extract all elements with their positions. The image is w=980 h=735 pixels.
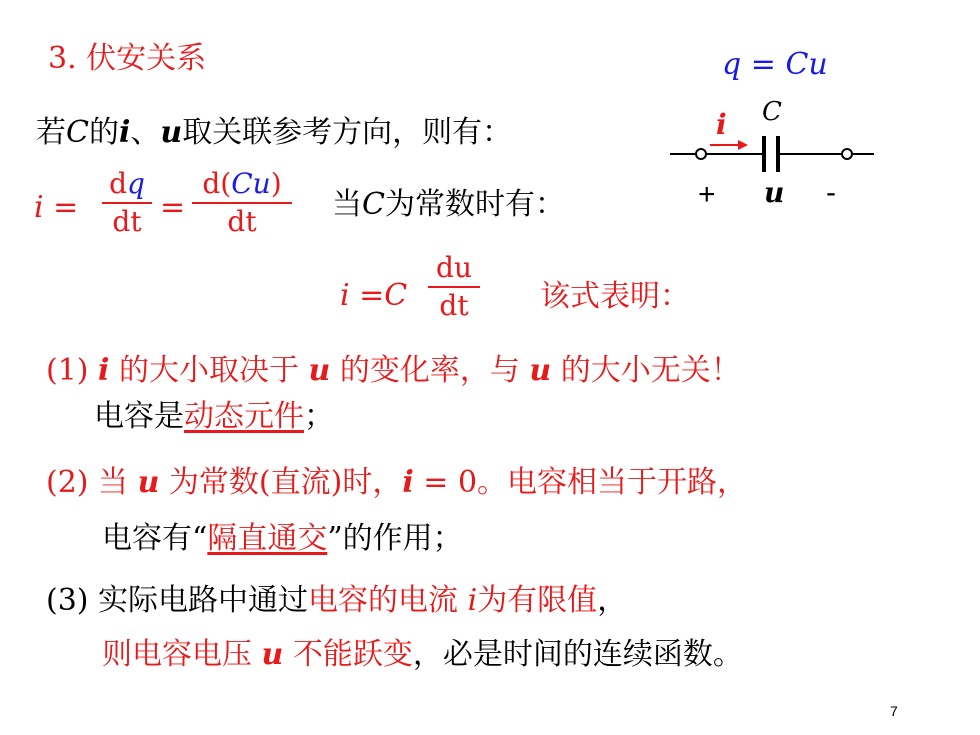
p3-num: (3) 实际电路中通过 [46,583,309,618]
p2-a: 为常数(直流)时， [159,465,403,500]
intro-i: i [118,115,131,150]
eq1-fraction-1 [102,167,152,238]
point-2-sub [102,521,463,556]
p3-i: i [467,583,478,618]
current-label: i [716,108,727,141]
eq1-f1-den: dt [112,205,142,238]
intro-pre: 若 [36,115,66,150]
eq1-equals-2: = [160,190,186,225]
eq2-den: dt [439,289,469,322]
p2b-pre: 电容有“ [102,521,208,556]
eq-equals: = [741,47,786,82]
point-2 [46,465,748,500]
point-3 [46,583,628,618]
p1b-post: ； [304,399,334,434]
plus-sign: + [698,178,716,211]
p2-u: u [137,465,160,500]
terminal-left [696,149,706,159]
slide-heading: 3. 伏安关系 [48,41,207,76]
p1-num: (1) [46,353,99,388]
p3b-post: ，必是时间的连续函数。 [412,637,743,672]
capacitor-label: C [762,97,782,127]
eq2-fraction [428,251,480,322]
p2b-post: ”的作用； [327,521,463,556]
p3-red: 电容的电流 [308,583,468,618]
p1-i: i [98,353,110,388]
when-c: C [362,187,385,222]
p1-c: 的大小无关！ [551,353,741,388]
eq2-c: C [384,278,408,313]
p3b-red: 则电容电压 [102,637,262,672]
p3b-red2: 不能跃变 [283,637,413,672]
block-dc-pass-ac-term: 隔直通交 [207,521,328,556]
intro-c: C [66,115,89,150]
eq1-f2-den: dt [227,205,257,238]
eq2-equals: = [349,278,385,313]
p3-red2: 为有限值 [477,583,598,618]
charge-equation [722,47,828,82]
voltage-label: u [764,176,785,209]
eq1-f2-cu: Cu [231,167,271,200]
eq1-fraction-2 [192,167,292,238]
p1b-pre: 电容是 [94,399,184,434]
current-arrow-head [738,140,748,150]
point-3-sub [102,637,743,672]
p2-num: (2) 当 [46,465,138,500]
p3-post: ， [597,583,628,618]
p1-a: 的大小取决于 [109,353,309,388]
page-number: 7 [890,703,898,719]
p1-u2: u [529,353,552,388]
eq2-num: du [436,251,472,284]
eq1-lhs [34,190,79,225]
eq-u: u [808,47,828,82]
p1-u1: u [308,353,331,388]
p2-i: i [402,465,414,500]
eq-c: C [785,47,809,82]
eq1-f1-d: d [109,167,127,200]
minus-sign: - [826,176,836,209]
eq2-i: i [340,278,350,313]
intro-mid: 的 [88,115,119,150]
intro-u: u [160,115,183,150]
eq2-lhs [340,278,408,313]
eq-q: q [722,47,742,82]
point-1-sub [94,399,334,434]
when-pre: 当 [332,187,362,222]
p1-b: 的变化率，与 [330,353,530,388]
terminal-right [842,149,852,159]
intro-post: 取关联参考方向，则有： [182,115,513,150]
point-1 [46,353,741,388]
p3b-u: u [261,637,284,672]
when-post: 为常数时有： [384,187,565,222]
p2-b: = 0。电容相当于开路， [413,465,748,500]
shows-label: 该式表明： [540,279,690,314]
eq1-f2-post: ) [270,167,282,200]
eq1-f2-pre: d( [202,167,232,200]
eq1-i: i [34,190,44,225]
when-const-line [332,187,565,222]
intro-line [36,115,513,150]
capacitor-circuit [660,92,890,212]
dynamic-element-term: 动态元件 [184,399,304,434]
eq1-equals: = [43,190,79,225]
intro-sep: 、 [130,115,161,150]
eq1-f1-q: q [127,167,145,200]
